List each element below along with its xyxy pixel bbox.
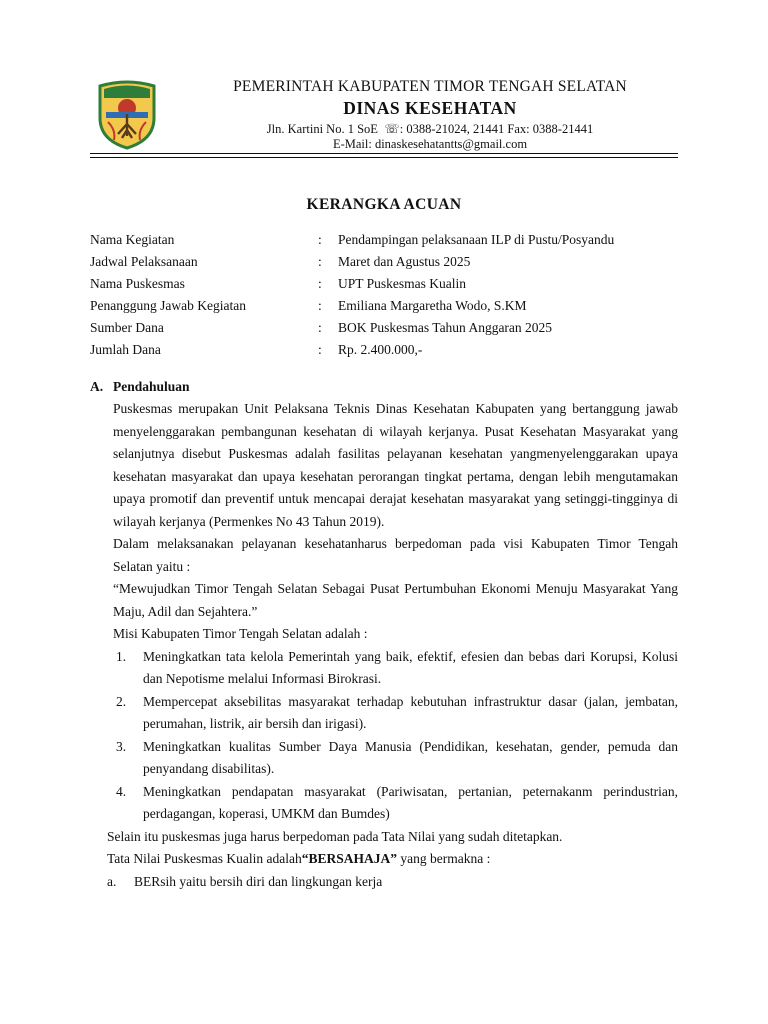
mission-item	[116, 736, 678, 781]
info-colon: :	[318, 298, 322, 313]
letterhead-rule-thin	[90, 157, 678, 158]
letterhead-rule-thick	[90, 153, 678, 154]
regency-emblem-logo	[96, 78, 158, 150]
info-value: Emiliana Margaretha Wodo, S.KM	[338, 298, 527, 313]
address-street: Jln. Kartini No. 1 SoE	[266, 122, 378, 136]
section-title: Pendahuluan	[113, 379, 190, 394]
info-row	[90, 230, 680, 252]
info-colon: :	[318, 276, 322, 291]
info-row	[90, 318, 680, 340]
section-introduction	[90, 377, 678, 893]
mission-number: 1.	[116, 648, 127, 664]
values-intro-text: Tata Nilai Puskesmas Kualin adalah	[107, 851, 302, 866]
office-address	[180, 121, 680, 137]
info-label: Nama Puskesmas	[90, 276, 185, 291]
info-value: Rp. 2.400.000,-	[338, 342, 423, 357]
value-item	[107, 871, 678, 894]
info-row	[90, 340, 680, 362]
info-colon: :	[318, 342, 322, 357]
info-label: Jumlah Dana	[90, 342, 161, 357]
mission-intro: Misi Kabupaten Timor Tengah Selatan adalah :	[113, 626, 368, 641]
values-reference-paragraph: Selain itu puskesmas juga harus berpedoman pada Tata Nilai yang sudah ditetapkan.	[107, 828, 563, 844]
government-name: PEMERINTAH KABUPATEN TIMOR TENGAH SELATAN	[233, 78, 627, 95]
address-phone-fax: : 0388-21024, 21441 Fax: 0388-21441	[399, 122, 594, 136]
info-label: Jadwal Pelaksanaan	[90, 254, 198, 269]
section-letter: A.	[90, 379, 104, 394]
mission-number: 3.	[116, 738, 127, 754]
mission-item	[116, 646, 678, 691]
mission-item	[116, 781, 678, 826]
info-label: Sumber Dana	[90, 320, 164, 335]
value-text: BERsih yaitu bersih diri dan lingkungan kerja	[134, 873, 383, 889]
telephone-icon: ☏	[381, 122, 400, 136]
info-colon: :	[318, 320, 322, 335]
mission-text: Mempercepat aksebilitas masyarakat terhadap kebutuhan infrastruktur dasar (jalan, jembatan, perumahan, listrik, air bersih dan irigasi).	[143, 693, 678, 731]
activity-info-table	[90, 230, 680, 362]
values-acronym: “BERSAHAJA”	[301, 851, 398, 866]
info-value: UPT Puskesmas Kualin	[338, 276, 467, 291]
value-letter: a.	[107, 873, 117, 889]
mission-item	[116, 691, 678, 736]
values-intro-paragraph	[107, 848, 678, 871]
info-row	[90, 274, 680, 296]
mission-list	[90, 646, 678, 826]
office-email: E-Mail: dinaskesehatantts@gmail.com	[332, 137, 528, 151]
document-title: KERANGKA ACUAN	[306, 196, 462, 213]
info-colon: :	[318, 254, 322, 269]
vision-intro-paragraph: Dalam melaksanakan pelayanan kesehatanharus berpedoman pada visi Kabupaten Timor Tengah Selatan yaitu :	[113, 536, 678, 574]
mission-number: 2.	[116, 693, 127, 709]
info-row	[90, 252, 680, 274]
values-intro-suffix: yang bermakna :	[397, 851, 491, 866]
mission-text: Meningkatkan pendapatan masyarakat (Pariwisatan, pertanian, peternakanm perindustrian, perdagangan, koperasi, UMKM dan Bumdes)	[143, 783, 678, 821]
office-name: DINAS KESEHATAN	[343, 98, 517, 118]
info-row	[90, 296, 680, 318]
info-colon: :	[318, 232, 322, 247]
info-value: BOK Puskesmas Tahun Anggaran 2025	[338, 320, 553, 335]
info-label: Penanggung Jawab Kegiatan	[90, 298, 246, 313]
section-heading	[90, 377, 678, 398]
info-value: Pendampingan pelaksanaan ILP di Pustu/Posyandu	[338, 232, 615, 247]
mission-number: 4.	[116, 783, 127, 799]
mission-text: Meningkatkan tata kelola Pemerintah yang baik, efektif, efesien dan bebas dari Korupsi, Kolusi dan Nepotisme melalui Informasi Birokrasi.	[143, 648, 678, 686]
info-value: Maret dan Agustus 2025	[338, 254, 471, 269]
intro-paragraph: Puskesmas merupakan Unit Pelaksana Teknis Dinas Kesehatan Kabupaten yang bertanggung jawab menyelenggarakan pembangunan kesehatan di wilayah kerjanya. Pusat Kesehatan Masyarakat yang selanjutnya disebut Puskesmas adalah fasilitas pelayanan kesehatan yangmenyelenggarakan upaya kesehatan masyarakat dan upaya kesehatan perorangan tingkat pertama, dengan lebih mengutamakan upaya promotif dan preventif untuk mencapai derajat kesehatan masyarakat yang setinggi-tingginya di wilayah kerjanya (Permenkes No 43 Tahun 2019).	[113, 401, 678, 529]
vision-statement: “Mewujudkan Timor Tengah Selatan Sebagai Pusat Pertumbuhan Ekonomi Menuju Masyarakat Yang Maju, Adil dan Sejahtera.”	[113, 581, 678, 619]
mission-text: Meningkatkan kualitas Sumber Daya Manusia (Pendidikan, kesehatan, gender, pemuda dan penyandang disabilitas).	[143, 738, 678, 776]
info-label: Nama Kegiatan	[90, 232, 175, 247]
